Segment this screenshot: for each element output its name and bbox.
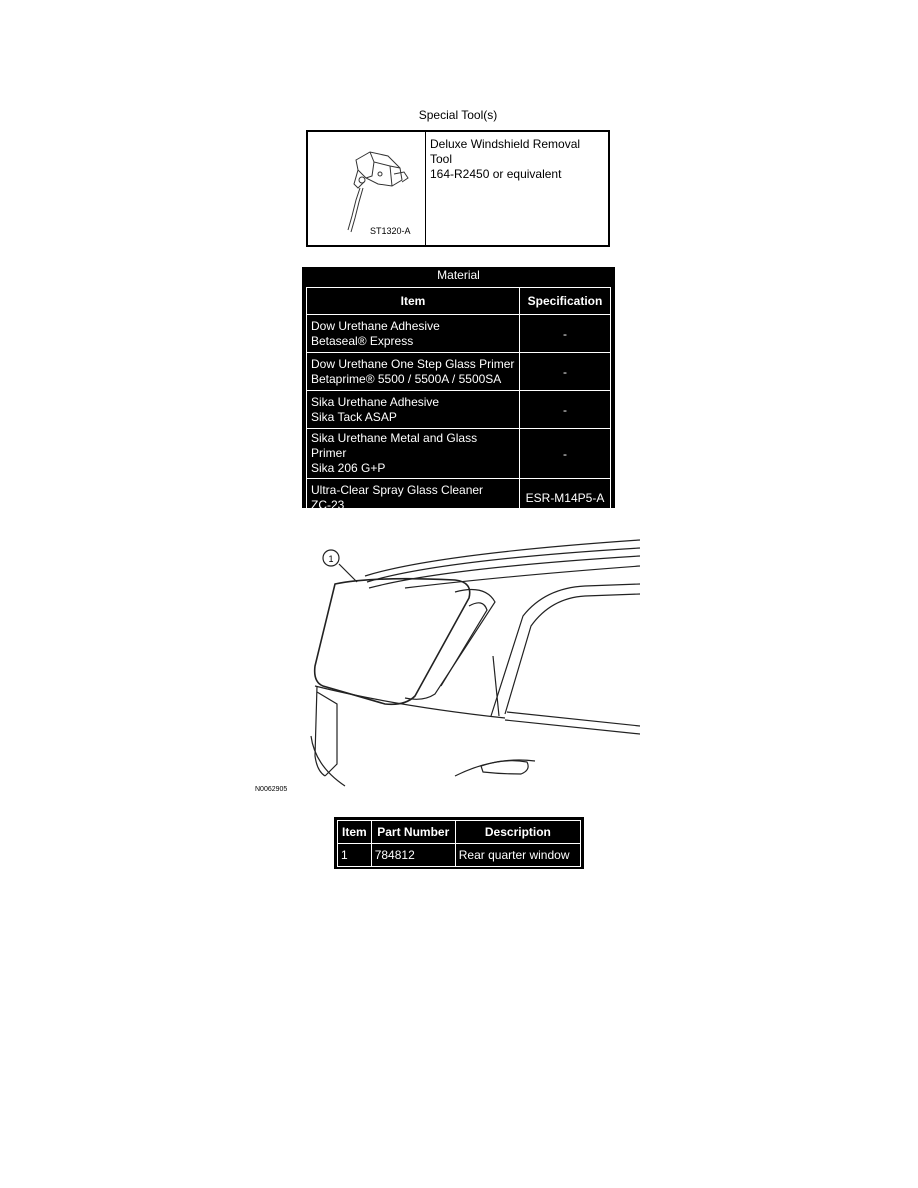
parts-description: Rear quarter window: [455, 844, 580, 867]
material-item-line2: Betaprime® 5500 / 5500A / 5500SA: [311, 371, 502, 386]
material-item: [307, 315, 520, 353]
material-item: [307, 479, 520, 517]
material-item-line2: Betaseal® Express: [311, 333, 414, 348]
material-item-line2: Sika 206 G+P: [311, 461, 386, 475]
material-spec: -: [520, 429, 611, 479]
parts-table: [334, 817, 584, 869]
table-row: [307, 479, 611, 517]
material-item: [307, 429, 520, 479]
material-spec: ESR-M14P5-A: [520, 479, 611, 517]
table-row: [307, 315, 611, 353]
rear-quarter-window-illustration: [255, 536, 640, 796]
special-tools-title: Special Tool(s): [418, 108, 498, 122]
table-row: [307, 429, 611, 479]
parts-header-item: Item: [338, 821, 372, 844]
material-item-line1: Sika Urethane Adhesive: [311, 394, 440, 409]
material-item: [307, 391, 520, 429]
figure-code: N0062905: [255, 786, 288, 793]
material-item-line2: Sika Tack ASAP: [311, 409, 397, 424]
callout-label: 1: [328, 554, 334, 564]
tool-description: [426, 132, 608, 245]
parts-item: 1: [338, 844, 372, 867]
material-table: [302, 267, 615, 512]
material-spec: -: [520, 353, 611, 391]
parts-header-description: Description: [455, 821, 580, 844]
material-header-row: [307, 288, 611, 315]
parts-header-row: [338, 821, 581, 844]
material-item-line1: Dow Urethane One Step Glass Primer: [311, 356, 515, 371]
material-item-line1: Sika Urethane Metal and Glass Primer: [311, 431, 478, 460]
material-item: [307, 353, 520, 391]
table-row: [307, 391, 611, 429]
material-title: Material: [437, 268, 480, 282]
tool-name: Deluxe Windshield Removal Tool: [430, 137, 581, 166]
material-header-specification: Specification: [520, 288, 611, 315]
material-item-line2: ZC-23: [311, 497, 345, 512]
special-tools-table: [306, 130, 610, 247]
tool-image-cell: [308, 132, 426, 245]
tool-part-number: 164-R2450 or equivalent: [430, 167, 562, 181]
material-spec: -: [520, 391, 611, 429]
parts-part-number: 784812: [371, 844, 455, 867]
table-row: [307, 353, 611, 391]
material-item-line1: Ultra-Clear Spray Glass Cleaner: [311, 482, 484, 497]
material-spec: -: [520, 315, 611, 353]
tool-image-code: ST1320-A: [370, 226, 411, 236]
material-header-item: Item: [307, 288, 520, 315]
parts-header-part-number: Part Number: [371, 821, 455, 844]
table-row: [338, 844, 581, 867]
parts-grid: [337, 820, 581, 867]
material-grid: [306, 287, 611, 517]
material-item-line1: Dow Urethane Adhesive: [311, 318, 440, 333]
